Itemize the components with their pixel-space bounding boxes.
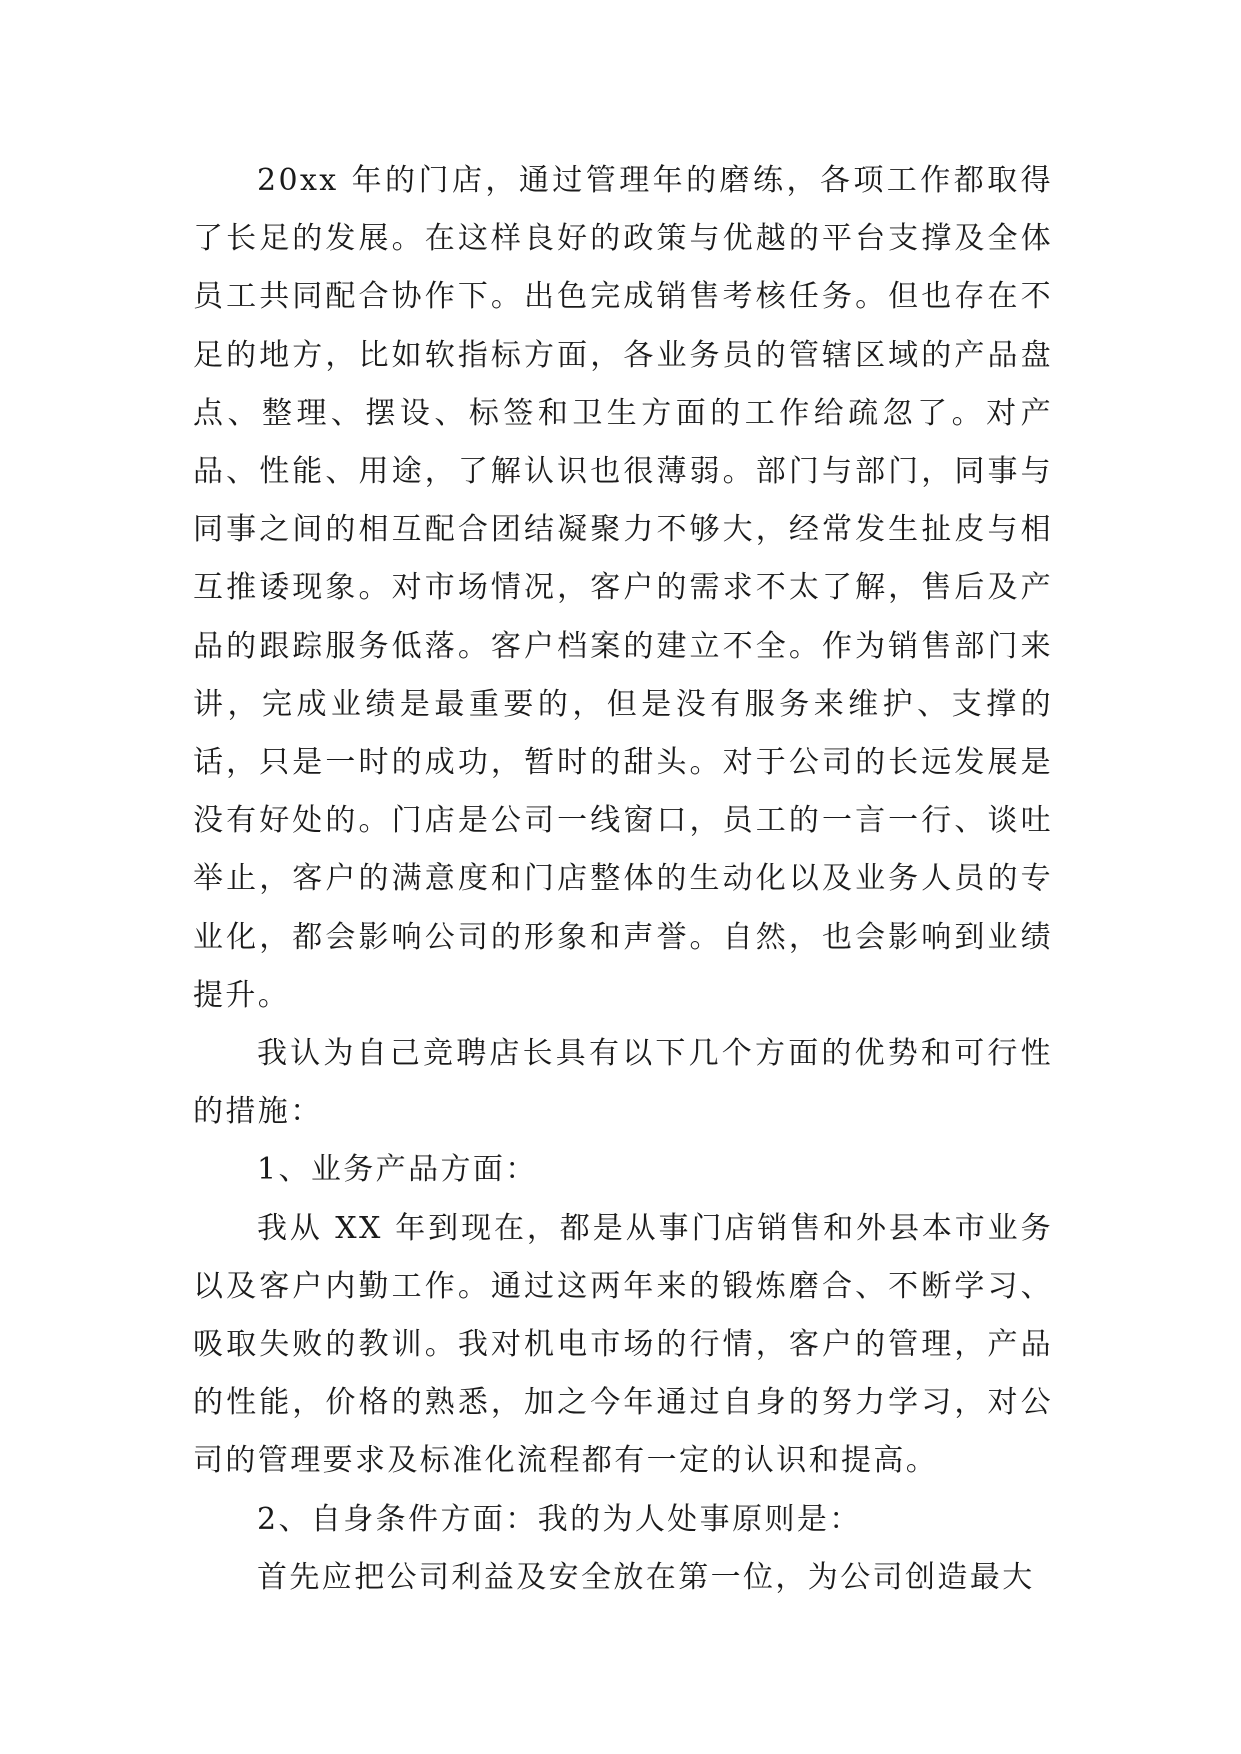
paragraph-business-experience: 我从 XX 年到现在，都是从事门店销售和外县本市业务以及客户内勤工作。通过这两年来的锻炼磨合、不断学习、吸取失败的教训。我对机电市场的行情，客户的管理，产品的性能，价格的熟悉，加之今年通过自身的努力学习，对公司的管理要求及标准化流程都有一定的认识和提高。 <box>193 1210 1053 1479</box>
paragraph-company-first: 首先应把公司利益及安全放在第一位，为公司创造最大 <box>257 1559 1035 1595</box>
paragraph-store-review: 20xx 年的门店，通过管理年的磨练，各项工作都取得了长足的发展。在这样良好的政策与优越的平台支撑及全体员工共同配合协作下。出色完成销售考核任务。但也存在不足的地方，比如软指标方面，各业务员的管辖区域的产品盘点、整理、摆设、标签和卫生方面的工作给疏忽了。对产品、性能、用途，了解认识也很薄弱。部门与部门，同事与同事之间的相互配合团结凝聚力不够大，经常发生扯皮与相互推诿现象。对市场情况，客户的需求不太了解，售后及产品的跟踪服务低落。客户档案的建立不全。作为销售部门来讲，完成业绩是最重要的，但是没有服务来维护、支撑的话，只是一时的成功，暂时的甜头。对于公司的长远发展是没有好处的。门店是公司一线窗口，员工的一言一行、谈吐举止，客户的满意度和门店整体的生动化以及业务人员的专业化，都会影响公司的形象和声誉。自然，也会影响到业绩提升。 <box>193 163 1053 1013</box>
paragraph-heading-business: 1、业务产品方面： <box>257 1152 538 1188</box>
paragraph-advantages-intro: 我认为自己竞聘店长具有以下几个方面的优势和可行性的措施： <box>193 1036 1053 1130</box>
document-page <box>193 152 1053 1607</box>
paragraph-heading-personal: 2、自身条件方面：我的为人处事原则是： <box>257 1501 862 1537</box>
